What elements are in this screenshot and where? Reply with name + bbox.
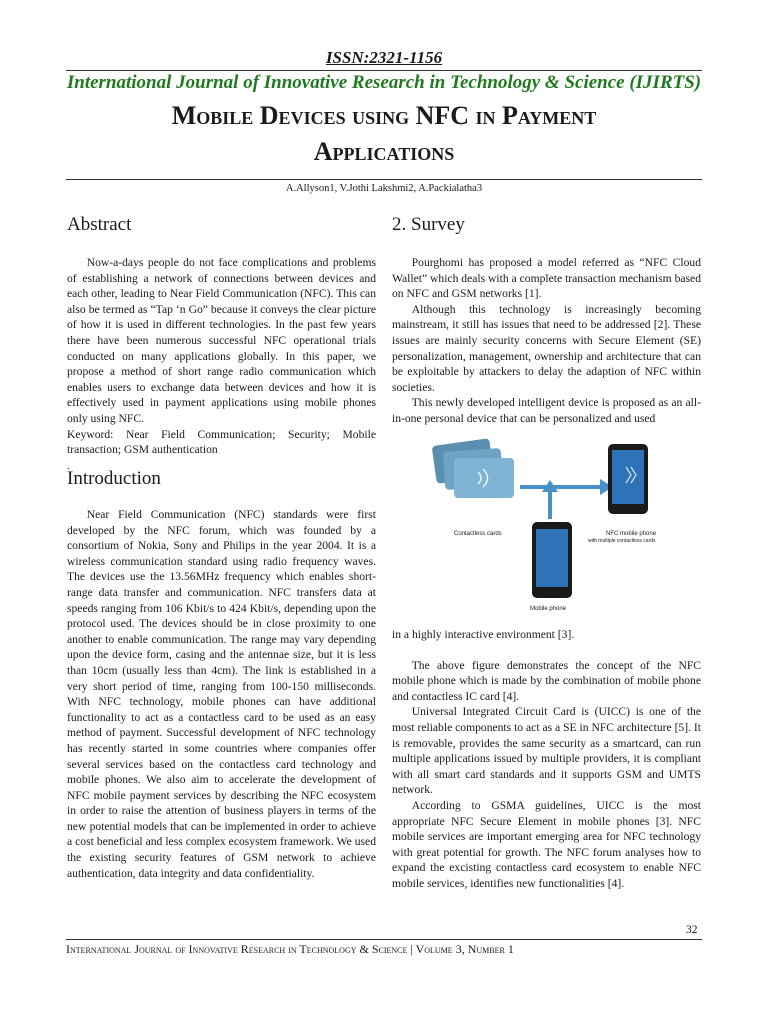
paper-title <box>66 98 702 170</box>
footer-text: International Journal of Innovative Research in Technology & Science | Volume 3, Number 1 <box>66 942 514 956</box>
abstract-heading: Abstract <box>67 214 132 235</box>
survey-p1: Pourghomi has proposed a model referred as “NFC Cloud Wallet” which deals with a complete transaction mechanism based on NFC and GSM networks [1]. <box>392 256 701 301</box>
introduction-heading: Introduction <box>67 468 161 489</box>
keywords: Keyword: Near Field Communication; Security; Mobile transaction; GSM authentication <box>67 427 376 457</box>
contactless-cards-icon <box>432 438 514 498</box>
label-nfc-phone-2: with multiple contactless cards <box>588 538 656 544</box>
survey-p6: According to GSMA guidelines, UICC is the most appropriate NFC Secure Element in mobile phones [3]. NFC mobile services are important emerging area for NFC technology with great potential for growth. The NFC forum analyses how to expand the excisting contactless card ecosystem to enable NFC mobile services, identifies new functionalities [4]. <box>392 798 701 890</box>
issn: ISSN:2321-1156 <box>325 48 443 67</box>
survey-bottom <box>392 627 701 892</box>
abstract-body: Now-a-days people do not face complications and problems of establishing a network of connections between devices and each other, leading to Near Field Communication (NFC). This can also be termed as “Tap ‘n Go” because it conveys the clear picture of how it is used in different technologies. In the past few years there have been numerous successful NFC operational trials conducted on many applications globally. In this paper, we propose a method of short range radio communication which enables users to exchange data between devices and how it is effectively used in payment applications using mobile phones only using NFC. <box>67 256 376 425</box>
abstract-dot: . <box>67 458 70 472</box>
mobile-phone-icon <box>532 522 572 598</box>
nfc-phone-icon <box>608 444 648 514</box>
survey-p4: The above figure demonstrates the concept of the NFC mobile phone which is made by the combination of mobile phone and contactless IC card [4]. <box>392 658 701 703</box>
authors: A.Allyson1, V.Jothi Lakshmi2, A.Packialatha3 <box>285 183 483 194</box>
label-contactless-cards: Contactless cards <box>454 531 502 537</box>
abstract-section <box>67 255 376 473</box>
survey-p5: Universal Integrated Circuit Card is (UICC) is one of the most reliable components to act as a SE in NFC architecture [5]. It is removable, provides the same security as a smartcard, can run multiple applications issued by multiple providers, it is compliant with all smart card standards and it supports GSM and UMTS network. <box>392 705 701 797</box>
introduction-body: Near Field Communication (NFC) standards were first developed by the NFC forum, which was founded by a consortium of Nokia, Sony and Philips in the year 2004. It is a wireless communication standard using radio frequency waves. The devices use the 13.56MHz frequency which enables short-range data transfer and communication. NFC transfers data at speeds ranging from 106 Kbit/s to 424 Kbit/s, depending upon the protocol used. The devices should be in close proximity to one another to enable communication. The range may vary depending upon the device form, casing and the antennae size, but it is less than 10cm (usually less than 4cm). The link is established in a very short period of time, ranging from 100-150 milliseconds. With NFC technology, mobile phones can have additional functionality to act as a contactless card to be used as an easy method of payment. Successful development of NFC technology has recently started in some countries where companies offer several services based on the contactless card technology and mobile phones. We also aim to accelerate the development of NFC mobile payment services by describing the NFC ecosystem in order to raise the attention of business players in terms of the new potential models that can be implemented in order to achieve a cost beneficial and less complex ecosystem framework. We used the existing security features of GSM network to achieve authentication, data integrity and data confidentiality. <box>67 508 376 880</box>
label-mobile-phone: Mobile phone <box>530 606 567 612</box>
introduction-section <box>67 507 376 881</box>
survey-p3-cont: in a highly interactive environment [3]. <box>392 628 575 641</box>
survey-top <box>392 255 701 427</box>
title-line-2: Applications <box>313 137 455 166</box>
arrows <box>520 479 613 519</box>
footer-rule <box>66 939 702 940</box>
journal-name: International Journal of Innovative Research in Technology & Science (IJIRTS) <box>66 72 702 93</box>
title-rule <box>66 179 702 180</box>
page-number: 32 <box>686 923 698 936</box>
survey-heading: 2. Survey <box>392 214 465 235</box>
survey-p2: Although this technology is increasingly becoming mainstream, it still has issues that need to be addressed [2]. These issues are mainly security concerns with Secure Element (SE) personalization, management, ownership and architecture that can be exploitable by attackers to delay the adaption of NFC within societies. <box>392 302 701 394</box>
top-rule <box>66 70 702 71</box>
label-nfc-phone: NFC mobile phone <box>606 531 657 537</box>
title-line-1: Mobile Devices using NFC in Payment <box>171 101 597 130</box>
nfc-concept-figure <box>420 432 682 618</box>
survey-p3: This newly developed intelligent device is proposed as an all-in-one personal device that can be personalized and used <box>392 396 701 425</box>
